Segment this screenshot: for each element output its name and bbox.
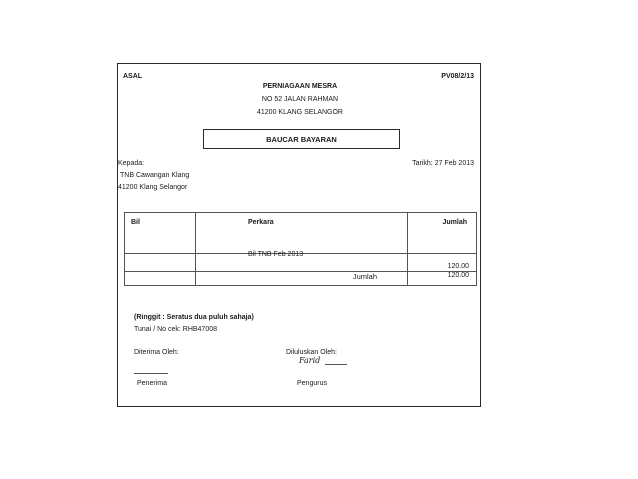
company-address-line2: 41200 KLANG SELANGOR	[257, 109, 343, 116]
voucher-title-text: BAUCAR BAYARAN	[266, 134, 337, 144]
reference-number: PV08/2/13	[441, 73, 474, 80]
approver-role: Pengurus	[297, 380, 327, 387]
company-name: PERNIAGAAN MESRA	[262, 83, 338, 90]
approver-signature: Farid	[299, 356, 321, 365]
perkara-header: Perkara	[248, 219, 274, 226]
received-by-label: Diterima Oleh:	[134, 349, 179, 356]
total-label: Jumlah	[196, 272, 408, 286]
payee-address: 41200 Klang Selangor	[118, 184, 188, 191]
payee-label: Kepada:	[118, 160, 145, 167]
perkara-header-cell	[196, 213, 408, 258]
items-header-row	[125, 213, 477, 254]
total-amount: 120.00	[408, 272, 477, 286]
payment-method: Tunai / No cek: RHB47008	[134, 326, 218, 333]
date-field	[412, 160, 474, 167]
payment-voucher	[117, 63, 481, 407]
date-value: 27 Feb 2013	[434, 160, 474, 167]
copy-label: ASAL	[123, 73, 143, 80]
bil-header-cell	[125, 213, 196, 254]
bil-header: Bil	[131, 219, 140, 226]
company-address-line1: NO 52 JALAN RAHMAN	[261, 96, 339, 103]
item-amount: 120.00	[447, 263, 469, 270]
receiver-signature-line	[134, 373, 168, 374]
item-description: Bil TNB Feb 2013	[248, 251, 304, 258]
total-row	[125, 272, 477, 286]
amount-in-words: (Ringgit : Seratus dua puluh sahaja)	[134, 314, 254, 321]
approved-by-label: Diluluskan Oleh:	[286, 349, 337, 356]
item-row-bil	[125, 254, 196, 272]
items-table	[124, 212, 477, 286]
total-row-blank	[125, 272, 196, 286]
approver-signature-line	[325, 364, 347, 365]
jumlah-header: Jumlah	[442, 219, 467, 226]
date-label: Tarikh:	[412, 160, 433, 167]
receiver-role: Penerima	[137, 380, 167, 387]
payee-name: TNB Cawangan Klang	[120, 172, 190, 179]
voucher-title	[203, 129, 400, 149]
jumlah-header-cell	[408, 213, 477, 270]
